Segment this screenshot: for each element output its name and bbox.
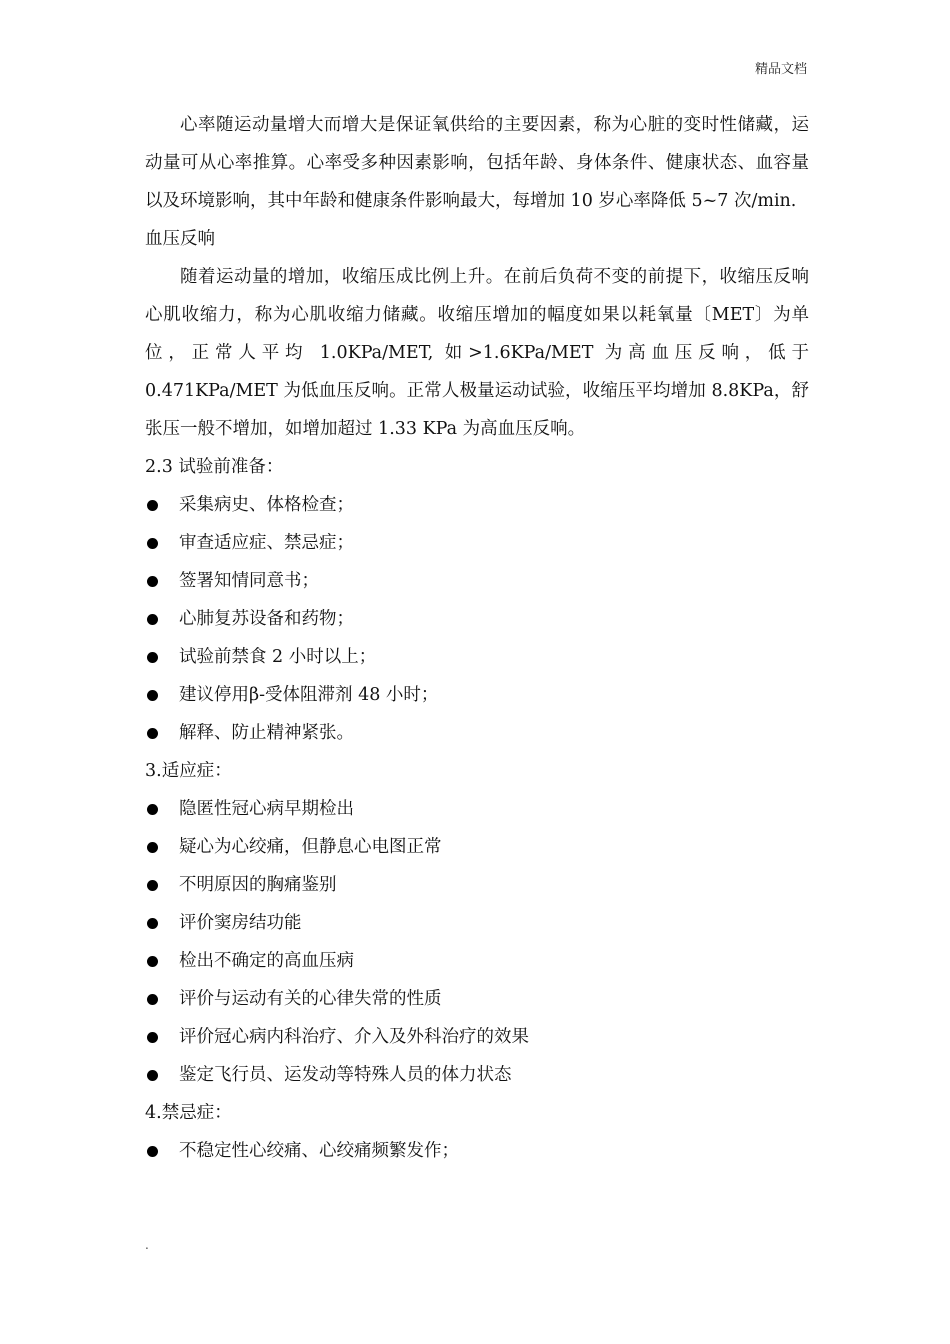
list-item-text: 评价与运动有关的心律失常的性质 bbox=[179, 989, 442, 1009]
list-item-text: 疑心为心绞痛，但静息心电图正常 bbox=[179, 837, 442, 857]
list-item bbox=[145, 790, 809, 828]
bullet-icon bbox=[147, 842, 158, 853]
footer-mark: . bbox=[145, 1238, 149, 1252]
bullet-icon bbox=[147, 956, 158, 967]
page-header-label: 精品文档 bbox=[754, 62, 807, 77]
list-item-text: 不明原因的胸痛鉴别 bbox=[179, 875, 337, 895]
list-contraindications bbox=[145, 1132, 809, 1170]
list-item bbox=[145, 1018, 809, 1056]
heading-blood-pressure: 血压反响 bbox=[145, 229, 215, 249]
heading-preparation: 2.3 试验前准备： bbox=[145, 457, 284, 477]
paragraph-heart-rate: 心率随运动量增大而增大是保证氧供给的主要因素，称为心脏的变时性储藏，运动量可从心率推算。心率受多种因素影响，包括年龄、身体条件、健康状态、血容量以及环境影响，其中年龄和健康条件影响最大，每增加 10 岁心率降低 5~7 次/min. bbox=[145, 115, 809, 211]
paragraph-blood-pressure: 随着运动量的增加，收缩压成比例上升。在前后负荷不变的前提下，收缩压反响心肌收缩力，称为心肌收缩力储藏。收缩压增加的幅度如果以耗氧量〔MET〕为单位，正常人平均 1.0KPa/MET, 如>1.6KPa/MET 为高血压反响，低于 0.471KPa/MET 为低血压反响。正常人极量运动试验，收缩压平均增加 8.8KPa，舒张压一般不增加，如增加超过 1.33 KPa 为高血压反响。 bbox=[145, 267, 809, 439]
bullet-icon bbox=[147, 538, 158, 549]
list-item-text: 评价窦房结功能 bbox=[179, 913, 302, 933]
list-item-text: 鉴定飞行员、运发动等特殊人员的体力状态 bbox=[179, 1065, 512, 1085]
list-indications bbox=[145, 790, 809, 1094]
list-preparation bbox=[145, 486, 809, 752]
list-item-text: 试验前禁食 2 小时以上； bbox=[179, 647, 377, 667]
list-item bbox=[145, 942, 809, 980]
list-item bbox=[145, 1132, 809, 1170]
bullet-icon bbox=[147, 1146, 158, 1157]
bullet-icon bbox=[147, 1070, 158, 1081]
bullet-icon bbox=[147, 728, 158, 739]
list-item bbox=[145, 524, 809, 562]
list-item-text: 解释、防止精神紧张。 bbox=[179, 723, 354, 743]
list-item-text: 心肺复苏设备和药物； bbox=[179, 609, 354, 629]
list-item bbox=[145, 866, 809, 904]
list-item bbox=[145, 562, 809, 600]
bullet-icon bbox=[147, 690, 158, 701]
list-item bbox=[145, 600, 809, 638]
bullet-icon bbox=[147, 652, 158, 663]
document-body bbox=[145, 106, 809, 1170]
bullet-icon bbox=[147, 1032, 158, 1043]
bullet-icon bbox=[147, 918, 158, 929]
list-item bbox=[145, 904, 809, 942]
bullet-icon bbox=[147, 880, 158, 891]
list-item-text: 审查适应症、禁忌症； bbox=[179, 533, 354, 553]
list-item bbox=[145, 486, 809, 524]
bullet-icon bbox=[147, 804, 158, 815]
list-item-text: 签署知情同意书； bbox=[179, 571, 319, 591]
list-item-text: 检出不确定的高血压病 bbox=[179, 951, 354, 971]
list-item bbox=[145, 676, 809, 714]
list-item bbox=[145, 714, 809, 752]
bullet-icon bbox=[147, 576, 158, 587]
list-item-text: 建议停用β-受体阻滞剂 48 小时； bbox=[179, 685, 439, 705]
list-item bbox=[145, 638, 809, 676]
list-item bbox=[145, 828, 809, 866]
bullet-icon bbox=[147, 500, 158, 511]
list-item bbox=[145, 1056, 809, 1094]
list-item-text: 不稳定性心绞痛、心绞痛频繁发作； bbox=[179, 1141, 459, 1161]
list-item-text: 评价冠心病内科治疗、介入及外科治疗的效果 bbox=[179, 1027, 529, 1047]
list-item bbox=[145, 980, 809, 1018]
list-item-text: 隐匿性冠心病早期检出 bbox=[179, 799, 354, 819]
bullet-icon bbox=[147, 614, 158, 625]
bullet-icon bbox=[147, 994, 158, 1005]
heading-indications: 3.适应症： bbox=[145, 761, 232, 781]
heading-contraindications: 4.禁忌症： bbox=[145, 1103, 232, 1123]
list-item-text: 采集病史、体格检查； bbox=[179, 495, 354, 515]
